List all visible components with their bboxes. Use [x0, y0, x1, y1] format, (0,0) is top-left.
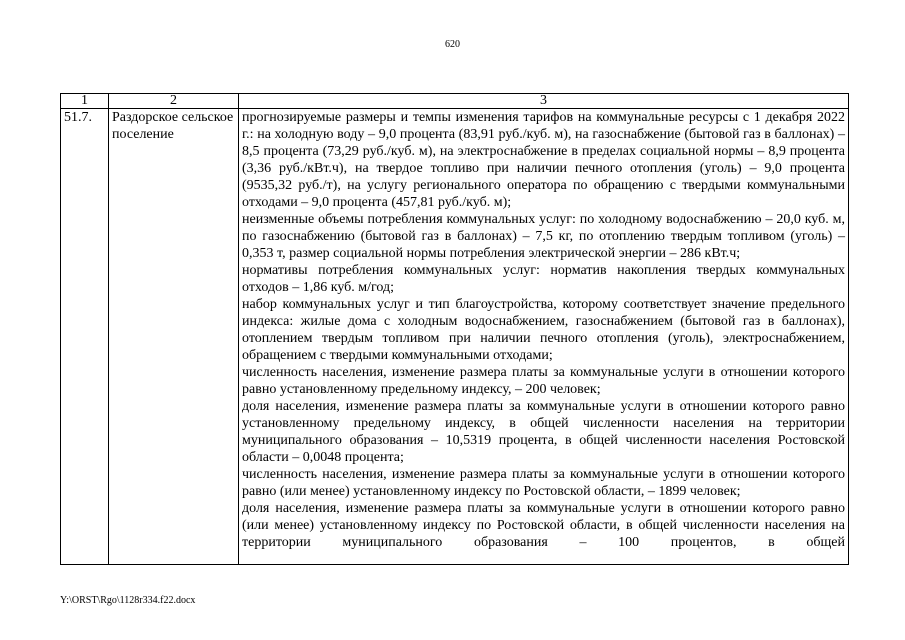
table-header-row — [61, 94, 849, 109]
column-header-1: 1 — [61, 94, 109, 109]
page-number: 620 — [445, 39, 460, 50]
settlement-name: Раздорское сельское поселение — [109, 109, 239, 565]
column-header-2: 2 — [109, 94, 239, 109]
file-path: Y:\ORST\Rgo\1128r334.f22.docx — [60, 595, 196, 606]
tariff-table — [60, 93, 849, 565]
paragraph-population-share-regional: доля населения, изменение размера платы за коммунальные услуги в отношении которого равно (или менее) установленному индексу по Ростовской области, в общей численности населения на территории муниципального образования – 100 процентов, в общей — [242, 501, 845, 550]
paragraph-population-share: доля населения, изменение размера платы за коммунальные услуги в отношении которого равно установленному предельному индексу, в общей численности населения на территории муниципального образования – 10,5319 процента, в общей численности населения Ростовской области – 0,0048 процента; — [242, 399, 845, 465]
table-row — [61, 109, 849, 565]
paragraph-population-count: численность населения, изменение размера платы за коммунальные услуги в отношении которого равно установленному предельному индексу, – 200 человек; — [242, 365, 845, 397]
paragraph-services-set: набор коммунальных услуг и тип благоустройства, которому соответствует значение предельного индекса: жилые дома с холодным водоснабжением, газоснабжением (бытовой газ в баллонах), отоплением твердым топливом при наличии печного отопления (уголь), электроснабжением, обращением с твердыми коммунальными отходами; — [242, 297, 845, 363]
row-number: 51.7. — [61, 109, 109, 565]
paragraph-tariffs: прогнозируемые размеры и темпы изменения тарифов на коммунальные ресурсы с 1 декабря 2022 г.: на холодную воду – 9,0 процента (83,91 руб./куб. м), на газоснабжение (бытовой газ в баллонах) – 8,5 процента (73,29 руб./куб. м), на электроснабжение в пределах социальной нормы – 8,9 процента (3,36 руб./кВт.ч), на твердое топливо при наличии печного отопления (уголь) – 9,0 процента (9535,32 руб./т), на услугу регионального оператора по обращению с твердыми коммунальными отходами – 9,0 процента (457,81 руб./куб. м); — [242, 110, 845, 210]
paragraph-consumption-volumes: неизменные объемы потребления коммунальных услуг: по холодному водоснабжению – 20,0 куб. м, по газоснабжению (бытовой газ в баллонах) – 7,5 кг, по отоплению твердым топливом (уголь) – 0,353 т, размер социальной нормы потребления электрической энергии – 286 кВт.ч; — [242, 212, 845, 261]
paragraph-norms: нормативы потребления коммунальных услуг: норматив накопления твердых коммунальных отходов – 1,86 куб. м/год; — [242, 263, 845, 295]
paragraph-population-count-regional: численность населения, изменение размера платы за коммунальные услуги в отношении которого равно (или менее) установленному индексу по Ростовской области, – 1899 человек; — [242, 467, 845, 499]
settlement-details — [239, 109, 849, 565]
column-header-3: 3 — [239, 94, 849, 109]
